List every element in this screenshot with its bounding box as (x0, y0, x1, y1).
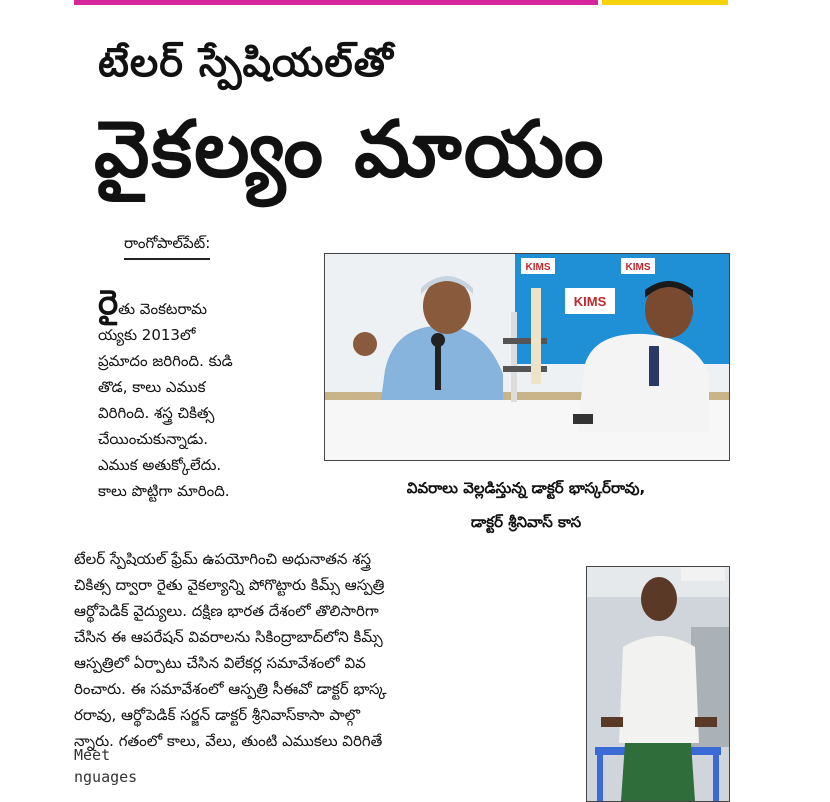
body-line: చికిత్స ద్వారా రైతు వైకల్యాన్ని పోగొట్టారు కిమ్స్ ఆస్పత్రి (74, 576, 385, 594)
body-line: ఆర్థోపెడిక్ వైద్యులు. దక్షిణ భారత దేశంలో తొలిసారిగా (74, 602, 379, 620)
body-line: ఎముక అతుక్కోలేదు. (98, 456, 222, 474)
article-kicker: టేలర్ స్పేషియల్‌తో (98, 40, 394, 86)
press-conference-illustration (325, 254, 729, 460)
body-line: రించారు. ఈ సమావేశంలో ఆస్పత్రి సీఈవో డాక్టర్ భాస్క (74, 680, 387, 698)
body-line: చేయించుకున్నాడు. (98, 430, 209, 448)
article-body-wide-column (74, 546, 574, 754)
body-line: రరావు, ఆర్థోపెడిక్ సర్జన్ డాక్టర్ శ్రీనివాస్‌కాసా పాల్గొ (74, 706, 361, 724)
article-body-narrow-column (98, 283, 312, 504)
watermark-overlay (74, 744, 137, 788)
article-dateline: రాంగోపాల్‌పేట్: (124, 232, 210, 260)
section-color-bar-magenta (74, 0, 598, 5)
body-line: ప్రమాదం జరిగింది. కుడి (98, 352, 233, 370)
body-line: విరిగింది. శస్త్ర చికిత్స (98, 404, 215, 422)
body-line: కాలు పొట్టిగా మారింది. (98, 482, 230, 500)
body-line: న్నారు. గతంలో కాలు, వేలు, తుంటి ఎముకలు విరిగితే (74, 732, 383, 750)
article-headline: వైకల్యం మాయం (94, 105, 606, 195)
patient-walker-illustration (587, 567, 729, 801)
watermark-line: Meet (74, 746, 111, 764)
body-line: తొడ, కాలు ఎముక (98, 378, 206, 396)
watermark-line: nguages (74, 768, 138, 786)
body-line: తు వెంకటరామ (118, 300, 207, 318)
banner-logo-text: KIMS (625, 262, 651, 273)
banner-logo-text: KIMS (573, 294, 607, 309)
body-line: చేసిన ఈ ఆపరేషన్ వివరాలను సికింద్రాబాద్‌లోని కిమ్స్ (74, 628, 383, 646)
section-color-bar-yellow (602, 0, 728, 5)
press-conference-photo (324, 253, 730, 461)
body-line: ఆస్పత్రిలో ఏర్పాటు చేసిన విలేకర్ల సమావేశంలో వివ (74, 654, 366, 672)
drop-cap: రై (98, 283, 119, 323)
photo-caption-line-1: వివరాలు వెల్లడిస్తున్న డాక్టర్ భాస్కర్‌రావు, (406, 479, 646, 497)
body-line: య్యకు 2013లో (98, 326, 196, 344)
patient-photo (586, 566, 730, 802)
photo-caption-line-2: డాక్టర్ శ్రీనివాస్ కాస (470, 513, 582, 531)
banner-logo-text: KIMS (525, 262, 551, 273)
body-line: టేలర్ స్పేషియల్ ఫ్రేమ్ ఉపయోగించి అధునాతన శస్త్ర (74, 550, 371, 568)
